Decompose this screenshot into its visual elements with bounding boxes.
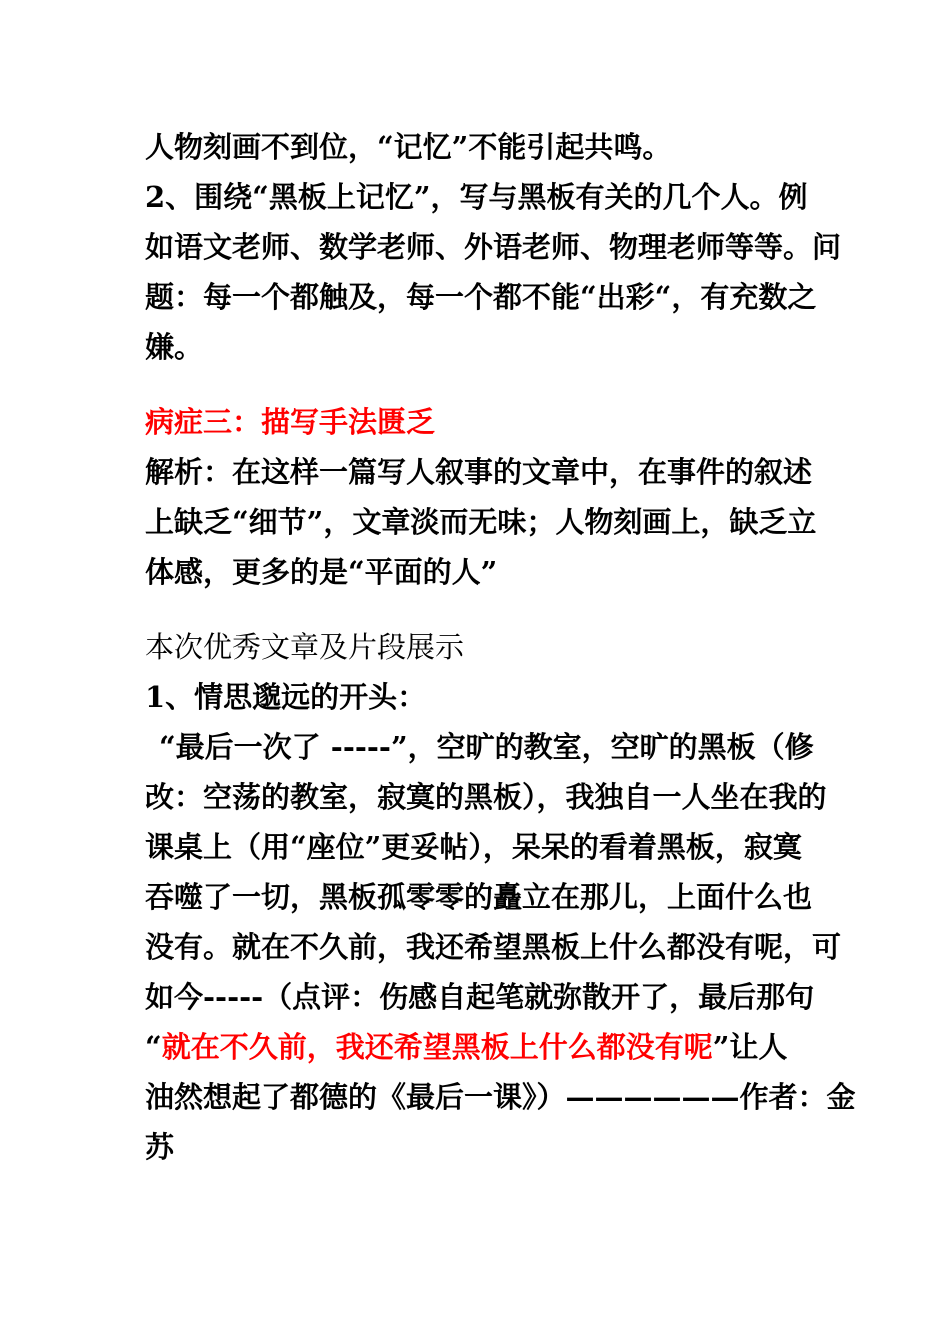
paragraph-line: 上缺乏“细节”，文章淡而无味；人物刻画上，缺乏立 (145, 505, 817, 539)
paragraph-line: 体感，更多的是“平面的人” (145, 555, 498, 589)
section-b (145, 397, 817, 597)
sub-heading: 1、情思邈远的开头： (145, 680, 427, 714)
paragraph-line-highlight (145, 1022, 813, 1072)
paragraph-line: 改：空荡的教室，寂寞的黑板），我独自一人坐在我的 (145, 780, 827, 814)
paragraph-line: 人物刻画不到位，“记忆”不能引起共鸣。 (145, 130, 672, 164)
section-heading: 本次优秀文章及片段展示 (145, 630, 465, 664)
paragraph-line: 油然想起了都德的《最后一课》）——————作者：金 (145, 1080, 856, 1114)
paragraph-line: 课桌上（用“座位”更妥帖），呆呆的看着黑板，寂寞 (145, 830, 802, 864)
paragraph-line: 如今-----（点评：伤感自起笔就弥散开了，最后那句 (145, 980, 815, 1014)
paragraph-line: 苏 (145, 1130, 175, 1164)
paragraph-line: 如语文老师、数学老师、外语老师、物理老师等等。问 (145, 230, 842, 264)
paragraph-line: 2、围绕“黑板上记忆”，写与黑板有关的几个人。例 (145, 180, 808, 214)
paragraph-line: 吞噬了一切，黑板孤零零的矗立在那儿，上面什么也 (145, 880, 813, 914)
paragraph-line: 题：每一个都触及，每一个都不能“出彩“，有充数之 (145, 280, 817, 314)
document-page (145, 122, 856, 1172)
highlighted-quote: 就在不久前，我还希望黑板上什么都没有呢 (161, 1030, 713, 1064)
section-a (145, 122, 842, 372)
quote-open: “ (145, 1030, 162, 1064)
section-c (145, 622, 856, 1172)
section-heading: 病症三：描写手法匮乏 (145, 405, 436, 439)
paragraph-line: 解析：在这样一篇写人叙事的文章中，在事件的叙述 (145, 455, 813, 489)
quote-close: ”让人 (712, 1030, 788, 1064)
paragraph-line: 嫌。 (145, 330, 204, 364)
paragraph-line: “最后一次了 -----”，空旷的教室，空旷的黑板（修 (159, 730, 814, 764)
paragraph-line: 没有。就在不久前，我还希望黑板上什么都没有呢，可 (145, 930, 842, 964)
